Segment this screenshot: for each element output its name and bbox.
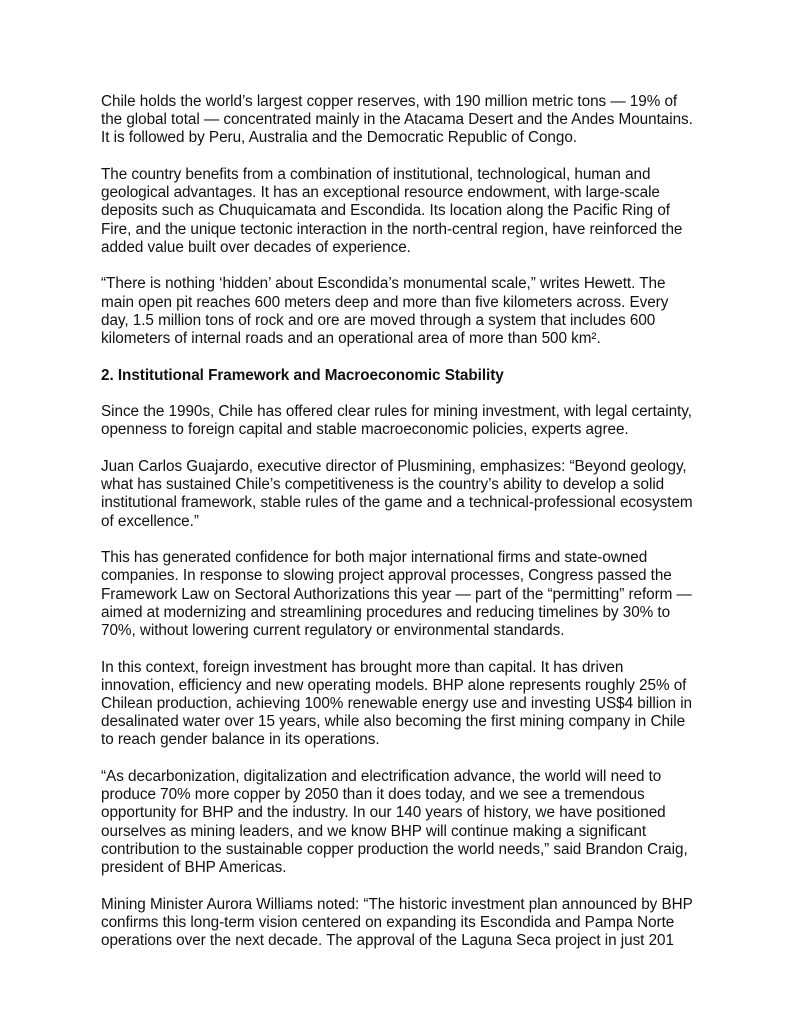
text-line: aimed at modernizing and streamlining procedures and reducing timelines by 30% to bbox=[101, 603, 671, 621]
text-line: Chile holds the world’s largest copper reserves, with 190 million metric tons — 19% of bbox=[101, 93, 678, 110]
section-heading bbox=[101, 367, 711, 385]
text-line: institutional framework, stable rules of the game and a technical-professional ecosystem bbox=[101, 494, 693, 512]
paragraph-foreign-investment bbox=[101, 659, 711, 750]
text-line: day, 1.5 million tons of rock and ore are moved through a system that includes 600 bbox=[101, 311, 656, 329]
text-line: Fire, and the unique tectonic interaction in the north-central region, have reinforced the bbox=[101, 220, 683, 238]
paragraph-escondida-scale bbox=[101, 275, 711, 348]
text-line: president of BHP Americas. bbox=[101, 859, 287, 877]
text-line: In this context, foreign investment has brought more than capital. It has driven bbox=[101, 658, 624, 676]
text-line: kilometers of internal roads and an operational area of more than 500 km². bbox=[101, 330, 601, 348]
text-line: desalinated water over 15 years, while also becoming the first mining company in Chile bbox=[101, 713, 686, 731]
text-line: of excellence.” bbox=[101, 512, 199, 530]
text-line: deposits such as Chuquicamata and Escondida. Its location along the Pacific Ring of bbox=[101, 202, 670, 220]
text-line: Framework Law on Sectoral Authorizations this year — part of the “permitting” reform — bbox=[101, 585, 692, 603]
text-line: opportunity for BHP and the industry. In our 140 years of history, we have positioned bbox=[101, 804, 666, 822]
heading-text: 2. Institutional Framework and Macroeconomic Stability bbox=[101, 366, 504, 384]
text-line: geological advantages. It has an exceptional resource endowment, with large-scale bbox=[101, 184, 660, 202]
text-line: It is followed by Peru, Australia and the Democratic Republic of Congo. bbox=[101, 129, 578, 147]
text-line: 70%, without lowering current regulatory or environmental standards. bbox=[101, 622, 565, 640]
text-line: operations over the next decade. The approval of the Laguna Seca project in just 201 bbox=[101, 932, 674, 950]
paragraph-permitting-reform bbox=[101, 549, 711, 640]
text-line: openness to foreign capital and stable macroeconomic policies, experts agree. bbox=[101, 421, 629, 439]
text-line: what has sustained Chile’s competitiveness is the country’s ability to develop a solid bbox=[101, 476, 665, 494]
text-line: contribution to the sustainable copper production the world needs,” said Brandon Craig, bbox=[101, 840, 688, 858]
paragraph-craig-quote bbox=[101, 768, 711, 877]
text-line: Mining Minister Aurora Williams noted: “The historic investment plan announced by BHP bbox=[101, 895, 693, 913]
text-line: produce 70% more copper by 2050 than it does today, and we see a tremendous bbox=[101, 786, 645, 804]
text-line: confirms this long-term vision centered on expanding its Escondida and Pampa Norte bbox=[101, 913, 675, 931]
paragraph-country-advantages bbox=[101, 166, 711, 257]
text-line: Chilean production, achieving 100% renewable energy use and investing US$4 billion in bbox=[101, 695, 693, 713]
paragraph-clear-rules bbox=[101, 403, 711, 439]
paragraph-copper-reserves bbox=[101, 93, 711, 148]
text-line: Juan Carlos Guajardo, executive director of Plusmining, emphasizes: “Beyond geology, bbox=[101, 458, 687, 475]
text-line: ourselves as mining leaders, and we know BHP will continue making a significant bbox=[101, 822, 647, 840]
paragraph-guajardo-quote bbox=[101, 458, 711, 531]
text-line: “There is nothing ‘hidden’ about Escondida’s monumental scale,” writes Hewett. The bbox=[101, 275, 666, 293]
document-page bbox=[101, 93, 711, 969]
text-line: companies. In response to slowing project approval processes, Congress passed the bbox=[101, 567, 672, 585]
text-line: the global total — concentrated mainly in the Atacama Desert and the Andes Mountains. bbox=[101, 111, 693, 129]
text-line: to reach gender balance in its operations. bbox=[101, 731, 380, 749]
paragraph-williams-quote bbox=[101, 896, 711, 951]
text-line: “As decarbonization, digitalization and electrification advance, the world will need to bbox=[101, 768, 662, 786]
text-line: innovation, efficiency and new operating models. BHP alone represents roughly 25% of bbox=[101, 676, 687, 694]
text-line: added value built over decades of experience. bbox=[101, 238, 411, 256]
text-line: This has generated confidence for both major international firms and state-owned bbox=[101, 549, 648, 567]
text-line: Since the 1990s, Chile has offered clear rules for mining investment, with legal certainty, bbox=[101, 403, 692, 421]
text-line: The country benefits from a combination of institutional, technological, human and bbox=[101, 166, 651, 183]
text-line: main open pit reaches 600 meters deep and more than five kilometers across. Every bbox=[101, 293, 669, 311]
